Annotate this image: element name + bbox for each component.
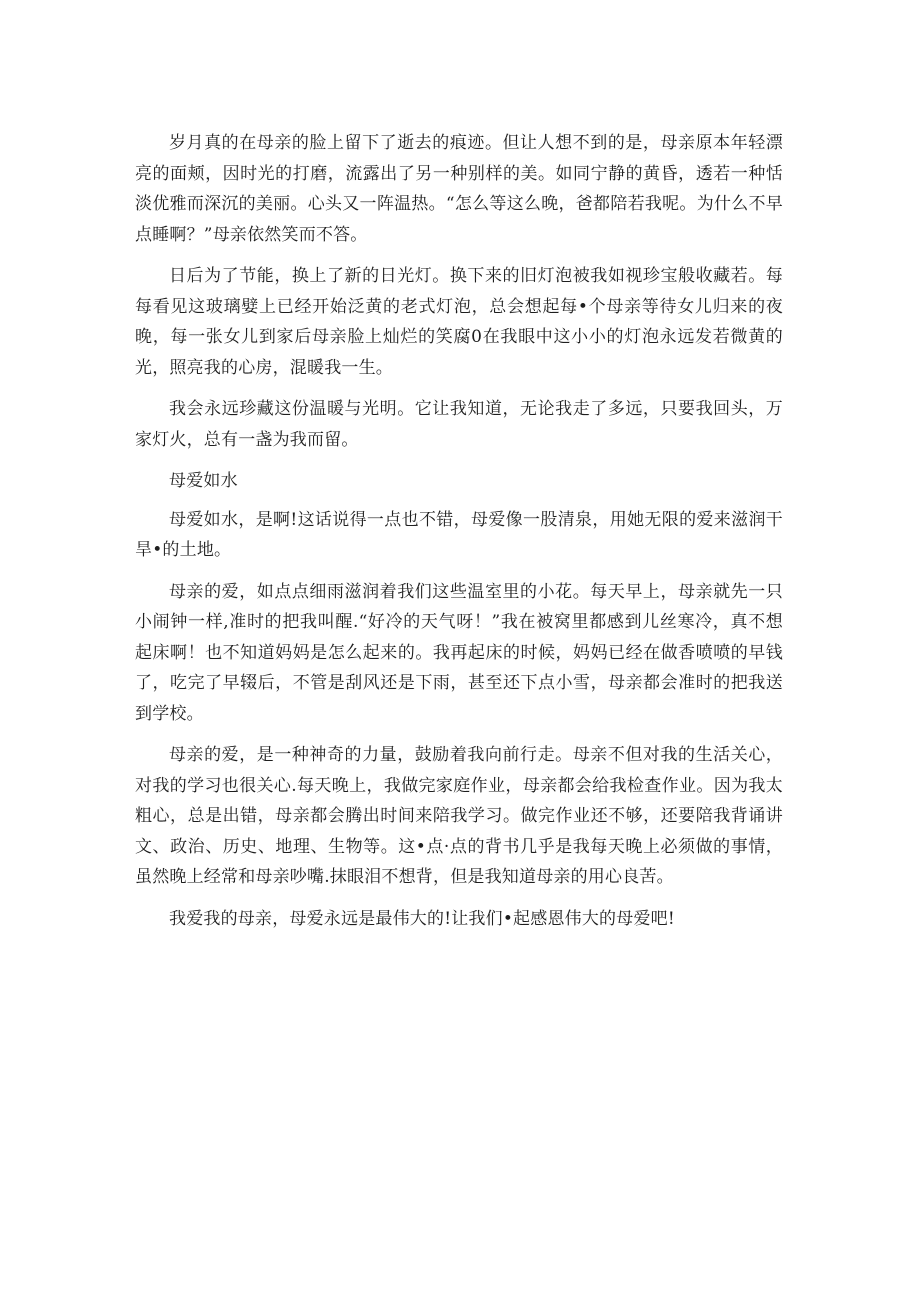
paragraph-study-care: 母亲的爱，是一种神奇的力量，鼓励着我向前行走。母亲不但对我的生活关心，对我的学习也很关心.每天晚上，我做完家庭作业，母亲都会给我检查作业。因为我太粗心，总是出错，母亲都会腾出时间来陪我学习。做完作业还不够，还要陪我背诵讲文、政治、历史、地理、生物等。这•点·点的背书几乎是我每天晚上必须做的事情，虽然晚上经常和母亲吵嘴.抹眼泪不想背，但是我知道母亲的用心良苦。 xyxy=(135,745,783,887)
paragraph-warmth-and-light: 我会永远珍藏这份温暖与光明。它让我知道，无论我走了多远，只要我回头，万家灯火，总有一盏为我而留。 xyxy=(135,399,783,450)
paragraph-old-lightbulb: 日后为了节能，换上了新的日光灯。换下来的旧灯泡被我如视珍宝般收藏若。每每看见这玻璃嬖上已经开始泛黄的老式灯泡，总会想起每•个母亲等待女儿归来的夜晚，每一张女儿到家后母亲脸上灿烂的笑腐0在我眼中这小小的灯泡永远发若微黄的光，照亮我的心房，混暖我一生。 xyxy=(135,266,783,378)
paragraph-love-like-water: 母爱如水，是啊!这话说得一点也不错，母爱像一股清泉，用她无限的爱来滋润干旱•的土地。 xyxy=(135,509,783,560)
paragraph-closing: 我爱我的母亲，母爱永远是最伟大的!让我们•起感恩伟大的母爱吧! xyxy=(169,908,675,929)
paragraph-mother-face: 岁月真的在母亲的脸上留下了逝去的痕迹。但让人想不到的是，母亲原本年轻漂亮的面颊，因时光的打磨，流露出了另一种别样的美。如同宁静的黄昏，透若一种恬淡优雅而深沉的美丽。心头又一阵温热。“怎么等这么晚，爸都陪若我呢。为什么不早点睡啊？”母亲依然笑而不答。 xyxy=(135,133,783,245)
document-body xyxy=(135,128,783,945)
paragraph-morning-care: 母亲的爱，如点点细雨滋润着我们这些温室里的小花。每天早上，母亲就先一只小闹钟一样,准时的把我叫醒.“好冷的天气呀！”我在被窝里都感到儿丝寒冷，真不想起床啊！也不知道妈妈是怎么起来的。我再起床的时候，妈妈已经在做香喷喷的早钱了，吃完了早辍后，不管是刮风还是下雨，甚至还下点小雪，母亲都会准时的把我送到学校。 xyxy=(135,581,783,724)
essay-title: 母爱如水 xyxy=(169,471,238,491)
